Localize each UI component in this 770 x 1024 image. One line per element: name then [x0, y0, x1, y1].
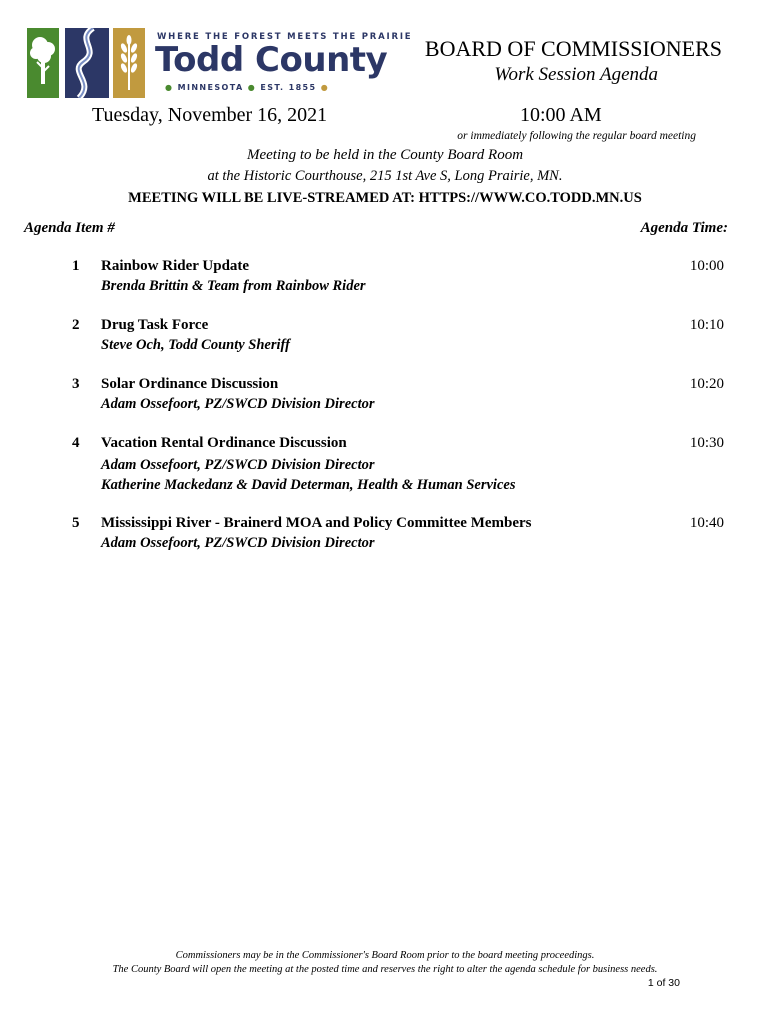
item-title: Rainbow Rider Update	[101, 258, 250, 274]
location-line-2: at the Historic Courthouse, 215 1st Ave S, Long Prairie, MN.	[207, 168, 563, 184]
agenda-item-header: Agenda Item #	[24, 220, 115, 236]
item-number: 1	[72, 258, 80, 274]
footer-note-1: Commissioners may be in the Commissioner's Board Room prior to the board meeting proceedings.	[175, 950, 595, 961]
item-time: 10:00	[689, 258, 724, 274]
location-line-1: Meeting to be held in the County Board Room	[246, 147, 524, 163]
item-number: 4	[72, 435, 80, 451]
item-title: Mississippi River - Brainerd MOA and Policy Committee Members	[101, 515, 532, 531]
logo-name: Todd County	[155, 40, 388, 80]
livestream-notice: MEETING WILL BE LIVE-STREAMED AT: HTTPS://WWW.CO.TODD.MN.US	[128, 190, 642, 206]
footer-note-2: The County Board will open the meeting at the posted time and reserves the right to alter the agenda schedule for business needs.	[112, 964, 658, 975]
item-number: 2	[72, 317, 80, 333]
item-title: Drug Task Force	[101, 317, 209, 333]
logo-subline	[165, 83, 329, 92]
item-presenter: Steve Och, Todd County Sheriff	[101, 337, 290, 353]
logo-established: EST. 1855	[260, 83, 317, 92]
tree-panel	[27, 28, 59, 98]
item-time: 10:30	[689, 435, 724, 451]
todd-county-logo	[27, 28, 413, 98]
logo-dot: ●	[320, 83, 330, 92]
logo-dot: ●	[165, 83, 174, 92]
item-time: 10:10	[689, 317, 724, 333]
meeting-time: 10:00 AM	[520, 104, 602, 126]
item-title: Vacation Rental Ordinance Discussion	[101, 435, 347, 451]
meeting-date: Tuesday, November 16, 2021	[92, 104, 328, 126]
meeting-time-note: or immediately following the regular board meeting	[457, 130, 696, 142]
item-presenter: Adam Ossefoort, PZ/SWCD Division Director	[101, 457, 375, 473]
agenda-time-header: Agenda Time:	[640, 220, 728, 236]
river-panel	[65, 28, 109, 98]
page-number: 1 of 30	[647, 977, 680, 989]
river-icon	[65, 28, 109, 98]
agenda-subtitle: Work Session Agenda	[494, 64, 658, 85]
item-presenter: Brenda Brittin & Team from Rainbow Rider	[101, 278, 366, 294]
tree-icon	[27, 28, 59, 98]
item-time: 10:20	[689, 376, 724, 392]
item-presenter: Katherine Mackedanz & David Determan, Health & Human Services	[101, 477, 516, 493]
item-number: 3	[72, 376, 80, 392]
item-presenter: Adam Ossefoort, PZ/SWCD Division Director	[101, 396, 375, 412]
board-title: BOARD OF COMMISSIONERS	[424, 36, 722, 61]
logo-dot: ●	[247, 83, 257, 92]
wheat-icon	[113, 28, 145, 98]
item-presenter: Adam Ossefoort, PZ/SWCD Division Director	[101, 535, 375, 551]
logo-tagline: WHERE THE FOREST MEETS THE PRAIRIE	[157, 32, 413, 42]
wheat-panel	[113, 28, 145, 98]
item-title: Solar Ordinance Discussion	[101, 376, 279, 392]
logo-state: MINNESOTA	[177, 83, 244, 92]
item-time: 10:40	[689, 515, 724, 531]
item-number: 5	[72, 515, 80, 531]
